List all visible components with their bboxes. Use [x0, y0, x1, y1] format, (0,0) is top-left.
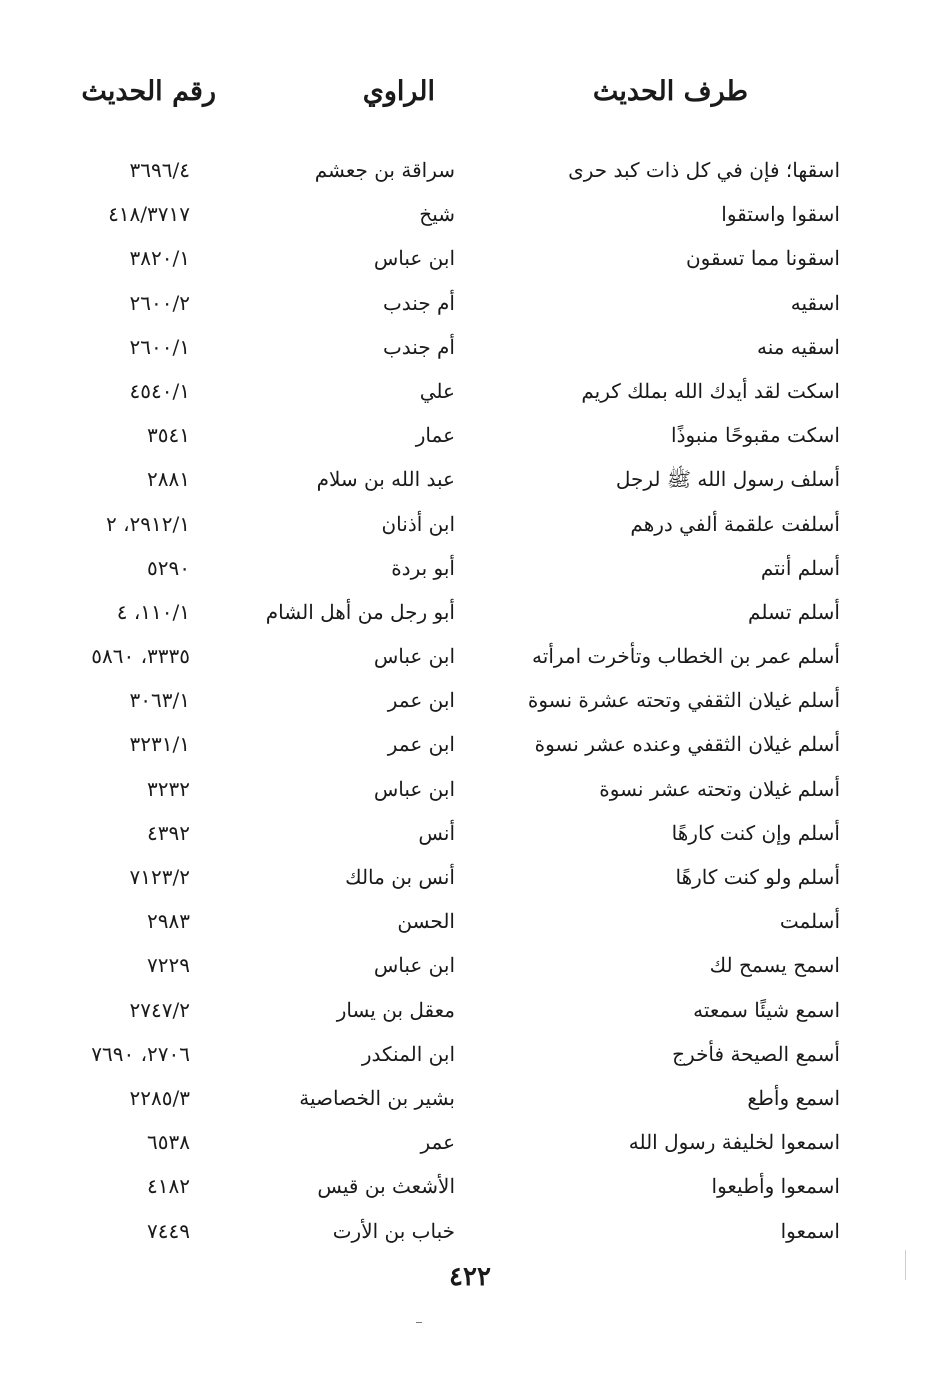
hadith-number-cell: ٢٨٨١	[147, 467, 190, 492]
hadith-text-cell: اسمعوا وأطيعوا	[711, 1174, 840, 1199]
table-row	[0, 855, 940, 899]
table-row	[0, 634, 940, 678]
hadith-text-cell: اسمح يسمح لك	[709, 953, 840, 978]
table-row	[0, 1209, 940, 1253]
narrator-cell: أنس	[418, 820, 455, 845]
header-narrator: الراوي	[362, 76, 435, 107]
narrator-cell: أم جندب	[382, 334, 455, 359]
table-row	[0, 148, 940, 192]
narrator-cell: بشير بن الخصاصية	[299, 1085, 455, 1110]
hadith-text-cell: اسقوا واستقوا	[721, 202, 840, 227]
narrator-cell: ابن المنكدر	[361, 1041, 455, 1066]
hadith-text-cell: اسمع شيئًا سمعته	[693, 997, 840, 1022]
index-table	[0, 148, 940, 1253]
hadith-number-cell: ١١٠/١، ٤	[116, 599, 190, 624]
hadith-number-cell: ٧٢٢٩	[147, 953, 190, 978]
hadith-number-cell: ٤١٨٢	[147, 1174, 190, 1199]
hadith-text-cell: أسمع الصيحة فأخرج	[672, 1041, 840, 1066]
table-row	[0, 722, 940, 766]
narrator-cell: ابن عباس	[373, 644, 455, 669]
table-row	[0, 192, 940, 236]
table-row	[0, 590, 940, 634]
hadith-text-cell: اسكت مقبوحًا منبوذًا	[671, 423, 840, 448]
table-row	[0, 236, 940, 280]
table-row	[0, 325, 940, 369]
narrator-cell: الحسن	[397, 909, 455, 934]
hadith-number-cell: ٢٦٠٠/٢	[129, 290, 190, 315]
narrator-cell: ابن عباس	[373, 953, 455, 978]
hadith-text-cell: أسلم عمر بن الخطاب وتأخرت امرأته	[532, 644, 840, 669]
table-row	[0, 369, 940, 413]
hadith-number-cell: ٢٧٤٧/٢	[129, 997, 190, 1022]
hadith-text-cell: اسقها؛ فإن في كل ذات كبد حرى	[568, 158, 840, 182]
hadith-text-cell: اسكت لقد أيدك الله بملك كريم	[581, 378, 840, 403]
hadith-number-cell: ٣٢٣٢	[147, 776, 190, 801]
narrator-cell: عمار	[415, 423, 455, 448]
hadith-text-cell: اسمع وأطع	[747, 1085, 840, 1110]
hadith-text-cell: أسلم أنتم	[760, 555, 840, 580]
hadith-text-cell: اسقونا مما تسقون	[685, 246, 840, 271]
table-row	[0, 943, 940, 987]
hadith-number-cell: ٤٣٩٢	[147, 820, 190, 845]
hadith-number-cell: ٣٠٦٣/١	[129, 688, 190, 713]
table-row	[0, 1032, 940, 1076]
table-row	[0, 988, 940, 1032]
table-row	[0, 502, 940, 546]
narrator-cell: أبو بردة	[391, 555, 455, 580]
hadith-text-cell: أسلفت علقمة ألفي درهم	[630, 511, 840, 536]
table-row	[0, 281, 940, 325]
table-row	[0, 1120, 940, 1164]
table-row	[0, 546, 940, 590]
narrator-cell: ابن عمر	[387, 732, 455, 757]
table-row	[0, 1076, 940, 1120]
narrator-cell: الأشعث بن قيس	[317, 1174, 455, 1199]
hadith-number-cell: ٢٩١٢/١، ٢	[105, 511, 190, 536]
narrator-cell: ابن عمر	[387, 688, 455, 713]
table-row	[0, 457, 940, 501]
narrator-cell: معقل بن يسار	[336, 997, 455, 1022]
hadith-text-cell: أسلم ولو كنت كارهًا	[675, 865, 840, 889]
hadith-text-cell: اسقيه منه	[756, 334, 840, 359]
hadith-text-cell: أسلم وإن كنت كارهًا	[671, 820, 840, 845]
narrator-cell: عمر	[420, 1130, 455, 1155]
table-row	[0, 767, 940, 811]
hadith-number-cell: ٦٥٣٨	[147, 1130, 190, 1155]
hadith-number-cell: ٣٣٣٥، ٥٨٦٠	[91, 644, 190, 669]
table-row	[0, 899, 940, 943]
hadith-number-cell: ٤٥٤٠/١	[129, 378, 190, 403]
hadith-text-cell: اسمعوا	[780, 1218, 840, 1243]
narrator-cell: أنس بن مالك	[345, 865, 455, 889]
hadith-number-cell: ٣٥٤١	[147, 423, 190, 448]
narrator-cell: شيخ	[419, 202, 455, 227]
narrator-cell: أم جندب	[382, 290, 455, 315]
table-row	[0, 678, 940, 722]
narrator-cell: ابن عباس	[373, 246, 455, 271]
margin-mark	[905, 1250, 906, 1280]
page-number: ٤٢٢	[449, 1262, 491, 1292]
hadith-number-cell: ٣٢٣١/١	[129, 732, 190, 757]
hadith-text-cell: اسقيه	[790, 290, 840, 315]
table-row	[0, 1164, 940, 1208]
narrator-cell: سراقة بن جعشم	[314, 158, 455, 182]
hadith-text-cell: أسلف رسول الله ﷺ لرجل	[615, 467, 840, 492]
hadith-number-cell: ٥٢٩٠	[147, 555, 190, 580]
hadith-number-cell: ٣٦٩٦/٤	[129, 158, 190, 182]
narrator-cell: ابن أذنان	[381, 511, 455, 536]
narrator-cell: ابن عباس	[373, 776, 455, 801]
header-hadith-number: رقم الحديث	[81, 76, 216, 107]
header-hadith-text: طرف الحديث	[592, 76, 748, 107]
table-row	[0, 811, 940, 855]
hadith-text-cell: اسمعوا لخليفة رسول الله	[628, 1130, 840, 1155]
hadith-number-cell: ٢٦٠٠/١	[129, 334, 190, 359]
hadith-number-cell: ٧١٢٣/٢	[129, 865, 190, 889]
hadith-number-cell: ٣٨٢٠/١	[129, 246, 190, 271]
hadith-text-cell: أسلم غيلان الثقفي وتحته عشرة نسوة	[527, 688, 840, 713]
narrator-cell: أبو رجل من أهل الشام	[265, 599, 455, 624]
hadith-text-cell: أسلمت	[779, 909, 840, 934]
table-row	[0, 413, 940, 457]
hadith-number-cell: ٢٧٠٦، ٧٦٩٠	[91, 1041, 190, 1066]
hadith-number-cell: ٢٢٨٥/٣	[129, 1085, 190, 1110]
narrator-cell: علي	[419, 378, 455, 403]
narrator-cell: خباب بن الأرت	[332, 1218, 455, 1243]
hadith-number-cell: ٧٤٤٩	[147, 1218, 190, 1243]
footer-mark	[416, 1322, 422, 1323]
narrator-cell: عبد الله بن سلام	[316, 467, 455, 492]
hadith-text-cell: أسلم غيلان وتحته عشر نسوة	[599, 776, 840, 801]
hadith-number-cell: ٤١٨/٣٧١٧	[108, 202, 190, 227]
hadith-text-cell: أسلم تسلم	[748, 599, 840, 624]
hadith-text-cell: أسلم غيلان الثقفي وعنده عشر نسوة	[534, 732, 840, 757]
hadith-number-cell: ٢٩٨٣	[147, 909, 190, 934]
